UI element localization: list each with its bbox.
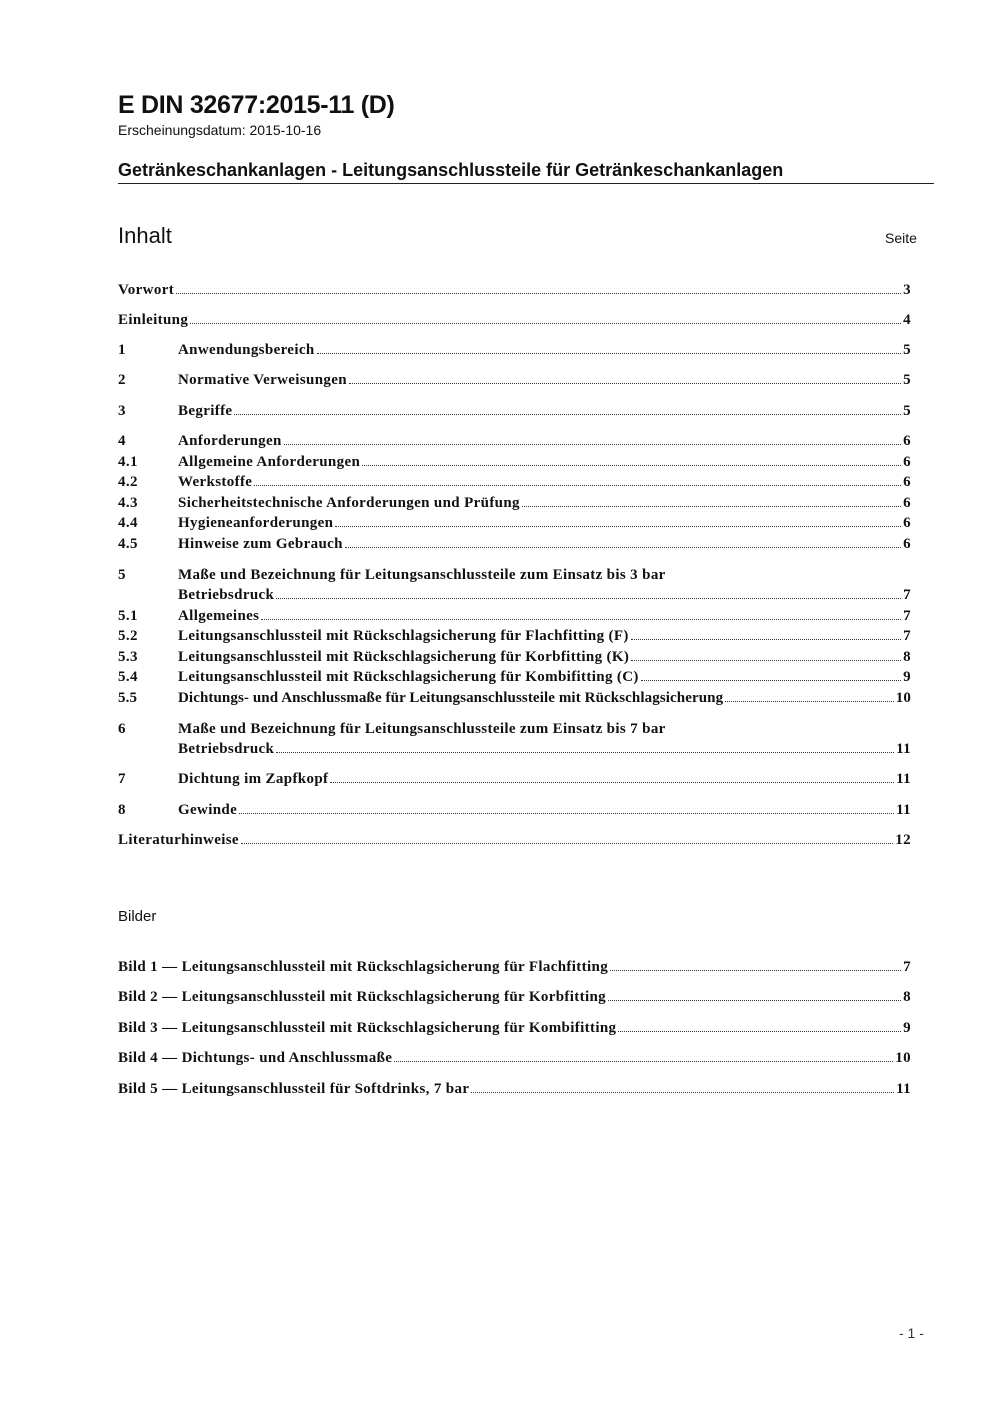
figure-entry-title: Bild 1 — Leitungsanschlussteil mit Rückschlagsicherung für Flachfitting [118,959,609,975]
toc-entry-einleitung[interactable] [118,310,911,330]
toc-entry-8[interactable] [118,800,911,820]
figure-entry-2[interactable] [118,987,911,1007]
toc-entry-title: Leitungsanschlussteil mit Rückschlagsicherung für Flachfitting (F) [178,628,629,644]
toc-entry-page: 6 [903,536,911,552]
toc-entry-title: Normative Verweisungen [178,372,347,388]
toc-entry-number: 5 [118,567,126,583]
figure-entry-page: 9 [903,1020,911,1036]
dot-leader [362,461,901,466]
dot-leader [276,594,901,599]
toc-entry-number: 2 [118,372,126,388]
toc-entry-title: Dichtung im Zapfkopf [178,771,329,787]
toc-entry-title-cont: Betriebsdruck [178,741,275,757]
toc-entry-6-continuation[interactable] [178,739,911,759]
toc-entry-6-title[interactable]: Maße und Bezeichnung für Leitungsanschlussteile zum Einsatz bis 7 bar [178,721,666,737]
toc-entry-4-4[interactable] [118,513,911,533]
toc-entry-number: 7 [118,771,126,787]
toc-heading: Inhalt [118,223,172,248]
toc-entry-title: Sicherheitstechnische Anforderungen und Prüfung [178,495,520,511]
dot-leader [641,676,901,681]
toc-entry-2[interactable] [118,370,911,390]
toc-entry-4[interactable] [118,431,911,451]
dot-leader [190,319,901,324]
figure-entry-5[interactable] [118,1079,911,1099]
figures-heading: Bilder [118,908,157,925]
dot-leader [725,697,894,702]
page-number: - 1 - [899,1325,924,1341]
dot-leader [608,996,901,1001]
toc-entry-number: 4.1 [118,454,138,470]
toc-entry-page: 5 [903,372,911,388]
toc-entry-page: 7 [903,628,911,644]
toc-entry-7[interactable] [118,769,911,789]
toc-entry-page: 5 [903,342,911,358]
figure-entry-1[interactable] [118,957,911,977]
dot-leader [345,543,901,548]
document-subtitle: Getränkeschankanlagen - Leitungsanschlussteile für Getränkeschankanlagen [118,159,934,184]
figure-entry-title: Bild 3 — Leitungsanschlussteil mit Rückschlagsicherung für Kombifitting [118,1020,617,1036]
toc-entry-title: Gewinde [178,802,238,818]
dot-leader [394,1057,893,1062]
toc-entry-3[interactable] [118,401,911,421]
toc-entry-literaturhinweise[interactable] [118,830,911,850]
toc-entry-title: Literaturhinweise [118,832,239,848]
toc-entry-5-3[interactable] [118,647,911,667]
toc-entry-title: Werkstoffe [178,474,253,490]
toc-entry-title-cont: Betriebsdruck [178,587,275,603]
toc-entry-number: 3 [118,403,126,419]
dot-leader [471,1088,894,1093]
dot-leader [261,615,901,620]
dot-leader [239,809,894,814]
dot-leader [330,778,894,783]
toc-entry-number: 5.1 [118,608,138,624]
dot-leader [335,522,901,527]
dot-leader [276,748,894,753]
dot-leader [522,502,901,507]
dot-leader [241,839,893,844]
toc-entry-number: 8 [118,802,126,818]
toc-entry-number: 4.5 [118,536,138,552]
toc-entry-page: 8 [903,649,911,665]
toc-entry-title: Hinweise zum Gebrauch [178,536,343,552]
toc-entry-title: Anwendungsbereich [178,342,315,358]
toc-entry-5-2[interactable] [118,626,911,646]
toc-entry-title: Allgemeine Anforderungen [178,454,361,470]
toc-entry-number: 5.5 [118,690,138,706]
toc-entry-number: 5.3 [118,649,138,665]
dot-leader [631,656,901,661]
toc-entry-4-5[interactable] [118,534,911,554]
dot-leader [284,440,901,445]
toc-entry-page: 7 [903,587,911,603]
toc-entry-title: Einleitung [118,312,189,328]
figure-entry-page: 10 [895,1050,911,1066]
toc-entry-number: 4.4 [118,515,138,531]
toc-entry-title: Dichtungs- und Anschlussmaße für Leitungsanschlussteile mit Rückschlagsicherung [178,690,724,706]
figure-entry-page: 11 [896,1081,911,1097]
toc-entry-vorwort[interactable] [118,280,911,300]
dot-leader [610,966,901,971]
toc-entry-4-1[interactable] [118,452,911,472]
figure-entry-page: 8 [903,989,911,1005]
toc-entry-1[interactable] [118,340,911,360]
toc-entry-page: 6 [903,474,911,490]
dot-leader [317,349,902,354]
dot-leader [631,635,901,640]
toc-entry-number: 5.2 [118,628,138,644]
toc-entry-page: 5 [903,403,911,419]
toc-entry-4-2[interactable] [118,472,911,492]
toc-entry-page: 6 [903,515,911,531]
toc-entry-number: 5.4 [118,669,138,685]
dot-leader [618,1027,901,1032]
page-column-label: Seite [885,230,917,246]
toc-entry-page: 6 [903,454,911,470]
toc-entry-title: Hygieneanforderungen [178,515,334,531]
toc-entry-page: 10 [895,690,911,706]
toc-entry-page: 3 [903,282,911,298]
toc-entry-5-title[interactable]: Maße und Bezeichnung für Leitungsanschlussteile zum Einsatz bis 3 bar [178,567,666,583]
toc-entry-number: 1 [118,342,126,358]
toc-entry-number: 4 [118,433,126,449]
toc-entry-page: 11 [896,741,911,757]
toc-entry-5-continuation[interactable] [178,585,911,605]
figure-entry-page: 7 [903,959,911,975]
toc-entry-title: Anforderungen [178,433,282,449]
toc-entry-page: 6 [903,495,911,511]
toc-entry-5-1[interactable] [118,606,911,626]
figure-entry-3[interactable] [118,1018,911,1038]
toc-entry-number: 6 [118,721,126,737]
dot-leader [254,481,901,486]
figure-entry-title: Bild 2 — Leitungsanschlussteil mit Rückschlagsicherung für Korbfitting [118,989,607,1005]
toc-entry-4-3[interactable] [118,493,911,513]
toc-entry-page: 11 [896,802,911,818]
toc-entry-page: 11 [896,771,911,787]
dot-leader [234,410,901,415]
toc-entry-number: 4.3 [118,495,138,511]
toc-entry-title: Allgemeines [178,608,260,624]
toc-entry-number: 4.2 [118,474,138,490]
toc-entry-title: Vorwort [118,282,175,298]
publication-date: Erscheinungsdatum: 2015-10-16 [118,122,322,138]
toc-entry-page: 6 [903,433,911,449]
toc-entry-title: Begriffe [178,403,233,419]
dot-leader [349,379,901,384]
figure-entry-title: Bild 5 — Leitungsanschlussteil für Softdrinks, 7 bar [118,1081,470,1097]
toc-entry-title: Leitungsanschlussteil mit Rückschlagsicherung für Kombifitting (C) [178,669,639,685]
toc-entry-5-5[interactable] [118,688,911,708]
document-title: E DIN 32677:2015-11 (D) [118,91,395,119]
toc-entry-5-4[interactable] [118,667,911,687]
dot-leader [176,289,901,294]
figure-entry-title: Bild 4 — Dichtungs- und Anschlussmaße [118,1050,393,1066]
toc-entry-page: 7 [903,608,911,624]
toc-entry-page: 12 [895,832,911,848]
toc-entry-page: 9 [903,669,911,685]
toc-entry-page: 4 [903,312,911,328]
toc-entry-title: Leitungsanschlussteil mit Rückschlagsicherung für Korbfitting (K) [178,649,630,665]
figure-entry-4[interactable] [118,1048,911,1068]
